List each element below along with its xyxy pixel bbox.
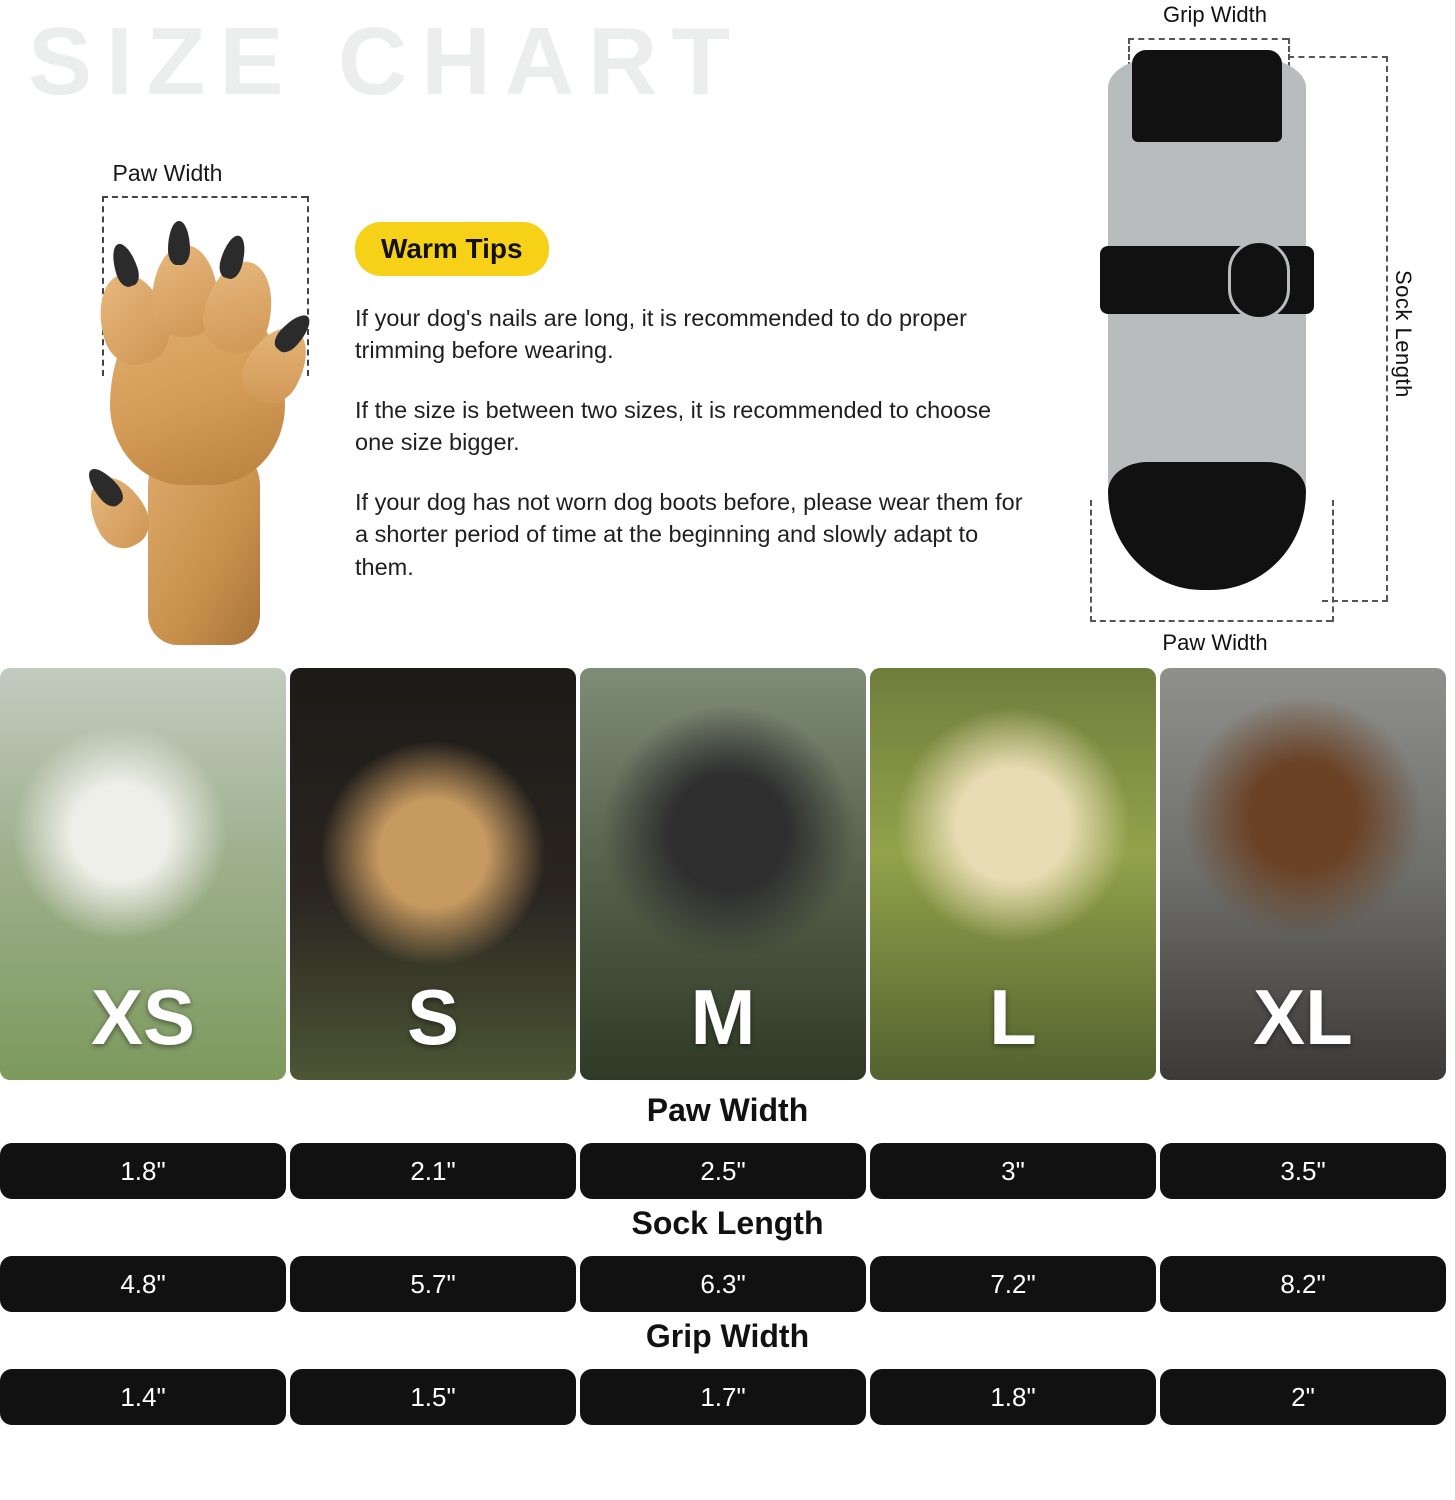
- measurement-title-paw-width: Paw Width: [646, 1092, 809, 1128]
- measurement-row-sock-length: [0, 1256, 1455, 1312]
- measurement-cell: 5.7": [290, 1256, 576, 1312]
- measurement-cell: 4.8": [0, 1256, 286, 1312]
- measurement-row-grip-width: [0, 1369, 1455, 1425]
- sock-strap-buckle-icon: [1228, 240, 1290, 320]
- warm-tip-text: If your dog's nails are long, it is recommended to do proper trimming before wearing.: [355, 305, 967, 364]
- measurement-cell: 1.8": [0, 1143, 286, 1199]
- top-section: [0, 0, 1455, 660]
- size-label: L: [989, 973, 1037, 1061]
- size-card-xs: [0, 668, 286, 1080]
- measurement-cell: 1.5": [290, 1369, 576, 1425]
- size-label: XL: [1253, 973, 1353, 1061]
- dog-sock-illustration: [1100, 50, 1315, 595]
- size-label: M: [690, 973, 756, 1061]
- measurement-cell: 3.5": [1160, 1143, 1446, 1199]
- measurement-cell: 1.8": [870, 1369, 1156, 1425]
- measurement-cell: 8.2": [1160, 1256, 1446, 1312]
- page-title-watermark: SIZE CHART: [28, 8, 744, 115]
- warm-tip-text: If your dog has not worn dog boots before, please wear them for a shorter period of time at the beginning and slowly adapt to them.: [355, 488, 1023, 580]
- warm-tips-badge: Warm Tips: [355, 222, 549, 276]
- paw-nail-icon: [168, 221, 190, 265]
- size-card-s: [290, 668, 576, 1080]
- measurement-cell: 2.1": [290, 1143, 576, 1199]
- size-label: S: [406, 973, 460, 1061]
- size-label: XS: [90, 973, 196, 1061]
- paw-width-dimension-line: [1090, 620, 1332, 622]
- warm-tips-block: [355, 222, 1035, 610]
- grip-dimension-line: [1128, 38, 1288, 40]
- measurement-title-sock-length: Sock Length: [631, 1205, 824, 1241]
- measurement-cell: 1.7": [580, 1369, 866, 1425]
- sock-paw-width-label: Paw Width: [1162, 630, 1268, 655]
- size-card-l: [870, 668, 1156, 1080]
- measurement-cell: 1.4": [0, 1369, 286, 1425]
- sock-length-dimension-line: [1386, 56, 1388, 601]
- measurement-row-paw-width: [0, 1143, 1455, 1199]
- warm-tip-text: If the size is between two sizes, it is recommended to choose one size bigger.: [355, 396, 992, 456]
- paw-width-tick-right: [1332, 500, 1334, 622]
- sock-cuff-shape: [1132, 50, 1282, 142]
- measurement-cell: 6.3": [580, 1256, 866, 1312]
- paw-width-diagram: [30, 160, 330, 650]
- size-photo-row: [0, 668, 1455, 1080]
- dog-paw-photo: [70, 215, 330, 645]
- measurement-title-grip-width: Grip Width: [645, 1318, 810, 1354]
- measurement-cell: 7.2": [870, 1256, 1156, 1312]
- size-card-xl: [1160, 668, 1446, 1080]
- measurements-table: [0, 1086, 1455, 1431]
- measurement-cell: 2": [1160, 1369, 1446, 1425]
- sock-sole-shape: [1108, 462, 1306, 590]
- grip-width-label: Grip Width: [1163, 2, 1267, 27]
- paw-width-tick-left: [1090, 500, 1092, 622]
- sock-length-label: Sock Length: [1391, 270, 1416, 398]
- size-card-m: [580, 668, 866, 1080]
- measurement-cell: 2.5": [580, 1143, 866, 1199]
- paw-width-label: Paw Width: [112, 160, 223, 186]
- measurement-cell: 3": [870, 1143, 1156, 1199]
- paw-dimension-line: [102, 196, 307, 198]
